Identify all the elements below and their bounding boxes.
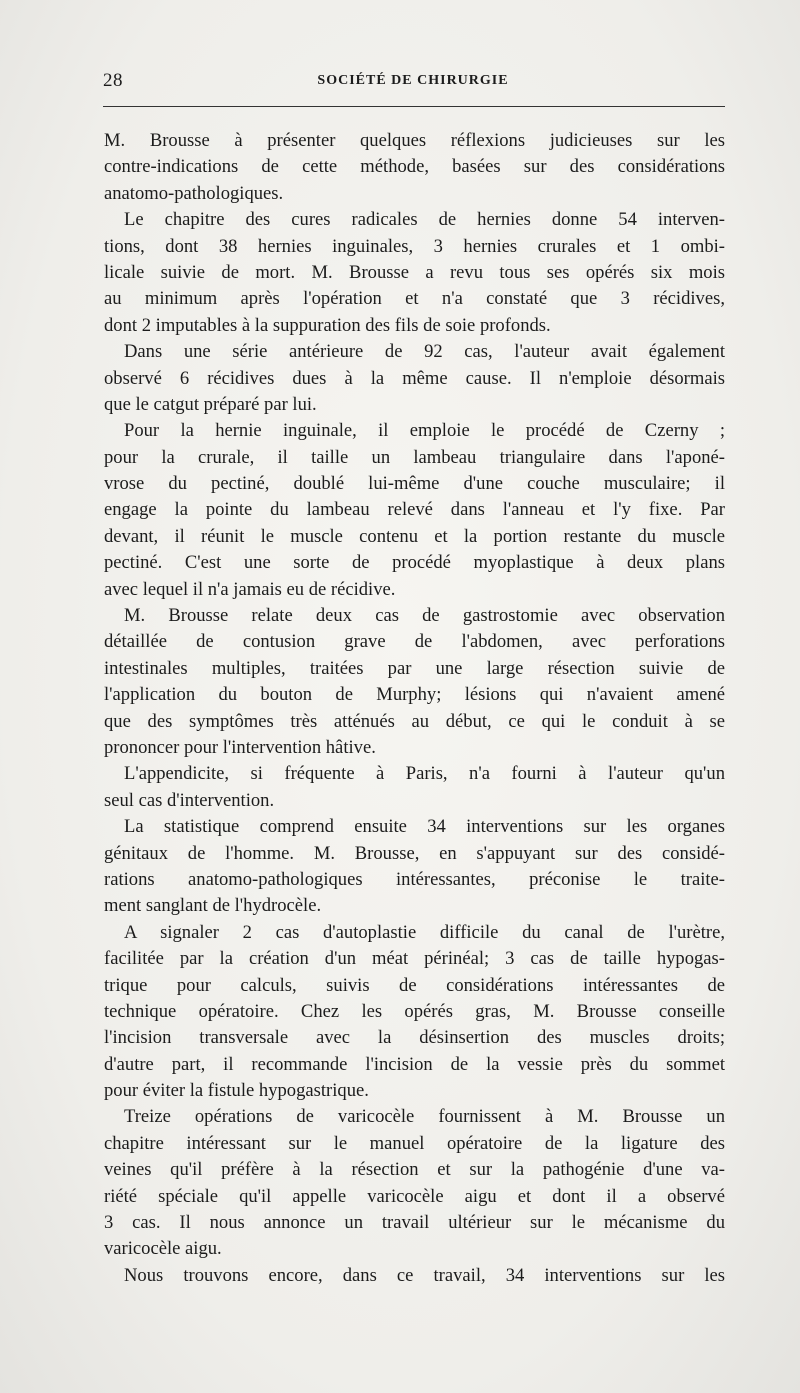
text-line: varicocèle aigu. — [104, 1238, 222, 1260]
text-line: l'application du bouton de Murphy; lésions qui n'avaient amené — [104, 684, 725, 706]
text-line: Nous trouvons encore, dans ce travail, 34 interventions sur les — [124, 1264, 725, 1286]
text-line: pectiné. C'est une sorte de procédé myoplastique à deux plans — [104, 552, 725, 574]
text-line: ment sanglant de l'hydrocèle. — [104, 895, 322, 917]
text-line: intestinales multiples, traitées par une large résection suivie de — [104, 657, 725, 679]
text-line: veines qu'il préfère à la résection et sur la pathogénie d'une va- — [104, 1159, 725, 1181]
text-line: seul cas d'intervention. — [104, 789, 275, 811]
text-line: observé 6 récidives dues à la même cause. Il n'emploie désormais — [104, 367, 725, 389]
header-rule — [103, 106, 725, 107]
text-line: avec lequel il n'a jamais eu de récidive. — [104, 578, 396, 600]
text-line: M. Brousse relate deux cas de gastrostomie avec observation — [124, 605, 725, 627]
text-line: Dans une série antérieure de 92 cas, l'auteur avait également — [124, 341, 725, 363]
text-line: riété spéciale qu'il appelle varicocèle aigu et dont il a observé — [104, 1185, 725, 1207]
text-line: rations anatomo-pathologiques intéressantes, préconise le traite- — [104, 868, 725, 890]
text-line: technique opératoire. Chez les opérés gras, M. Brousse conseille — [104, 1000, 725, 1022]
page-header — [103, 70, 723, 98]
text-line: Le chapitre des cures radicales de hernies donne 54 interven- — [124, 209, 725, 231]
text-line: 3 cas. Il nous annonce un travail ultérieur sur le mécanisme du — [104, 1212, 725, 1234]
text-line: facilitée par la création d'un méat périnéal; 3 cas de taille hypogas- — [104, 948, 725, 970]
text-line: génitaux de l'homme. M. Brousse, en s'appuyant sur des considé- — [104, 842, 725, 864]
text-line: pour la crurale, il taille un lambeau triangulaire dans l'aponé- — [104, 446, 725, 468]
text-line: licale suivie de mort. M. Brousse a revu tous ses opérés six mois — [104, 261, 725, 283]
text-line: anatomo-pathologiques. — [104, 182, 284, 204]
text-line: L'appendicite, si fréquente à Paris, n'a fourni à l'auteur qu'un — [124, 763, 725, 785]
text-line: contre-indications de cette méthode, basées sur des considérations — [104, 156, 725, 178]
text-line: l'incision transversale avec la désinsertion des muscles droits; — [104, 1027, 725, 1049]
running-head: SOCIÉTÉ DE CHIRURGIE — [317, 73, 509, 88]
text-line: engage la pointe du lambeau relevé dans l'anneau et l'y fixe. Par — [104, 499, 725, 521]
text-line: d'autre part, il recommande l'incision de la vessie près du sommet — [104, 1053, 725, 1075]
text-line: dont 2 imputables à la suppuration des fils de soie profonds. — [104, 314, 551, 336]
page-number: 28 — [103, 70, 123, 91]
text-line: A signaler 2 cas d'autoplastie difficile du canal de l'urètre, — [124, 921, 725, 943]
text-line: chapitre intéressant sur le manuel opératoire de la ligature des — [104, 1132, 725, 1154]
text-line: pour éviter la fistule hypogastrique. — [104, 1080, 369, 1102]
text-line: Pour la hernie inguinale, il emploie le procédé de Czerny ; — [124, 420, 725, 442]
text-line: vrose du pectiné, doublé lui-même d'une couche musculaire; il — [104, 473, 725, 495]
text-line: trique pour calculs, suivis de considérations intéressantes de — [104, 974, 725, 996]
text-line: La statistique comprend ensuite 34 interventions sur les organes — [124, 816, 725, 838]
text-line: prononcer pour l'intervention hâtive. — [104, 736, 376, 758]
text-line: détaillée de contusion grave de l'abdomen, avec perforations — [104, 631, 725, 653]
text-line: tions, dont 38 hernies inguinales, 3 hernies crurales et 1 ombi- — [104, 235, 725, 257]
text-line: Treize opérations de varicocèle fournissent à M. Brousse un — [124, 1106, 725, 1128]
text-line: M. Brousse à présenter quelques réflexions judicieuses sur les — [104, 130, 725, 151]
text-line: que des symptômes très atténués au début, ce qui le conduit à se — [104, 710, 725, 732]
text-line: devant, il réunit le muscle contenu et la portion restante du muscle — [104, 525, 725, 547]
text-line: au minimum après l'opération et n'a constaté que 3 récidives, — [104, 288, 725, 310]
body-text — [104, 128, 725, 1289]
text-line: que le catgut préparé par lui. — [104, 393, 317, 415]
